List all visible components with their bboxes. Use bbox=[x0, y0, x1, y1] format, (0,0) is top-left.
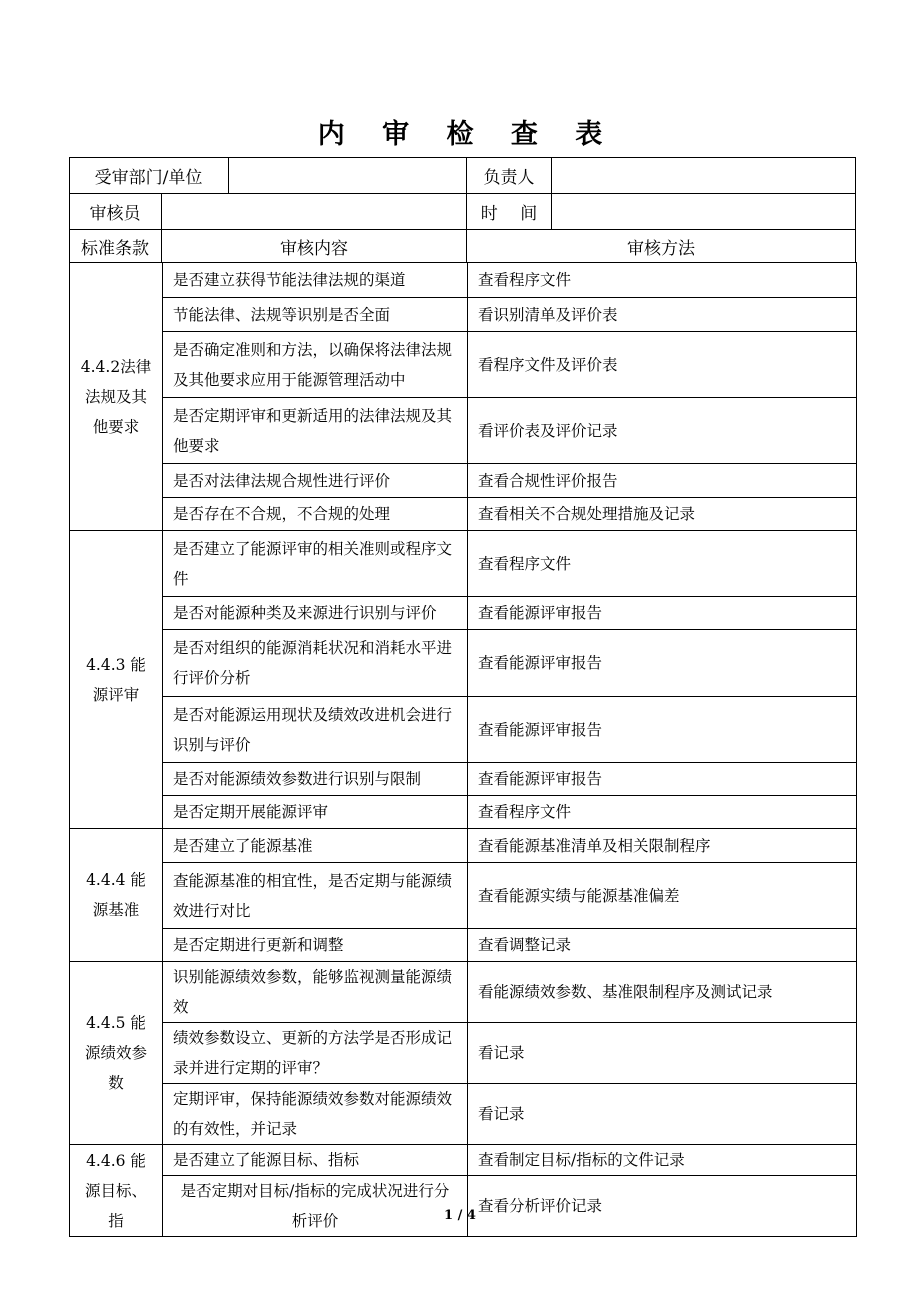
clause-cell: 4.4.6 能源目标、指 bbox=[70, 1145, 163, 1237]
content-cell: 绩效参数设立、更新的方法学是否形成记录并进行定期的评审？ bbox=[163, 1023, 468, 1084]
document-title: 内 审 检 查 表 bbox=[317, 119, 617, 150]
checklist-table bbox=[69, 262, 857, 1237]
table-row bbox=[70, 796, 857, 829]
table-row bbox=[70, 1176, 857, 1237]
method-cell: 查看能源评审报告 bbox=[468, 597, 857, 630]
content-cell: 是否定期进行更新和调整 bbox=[163, 929, 468, 962]
content-cell: 是否建立获得节能法律法规的渠道 bbox=[163, 263, 468, 298]
table-row bbox=[70, 763, 857, 796]
method-cell: 看识别清单及评价表 bbox=[468, 298, 857, 332]
auditor-value[interactable] bbox=[162, 193, 466, 229]
table-row bbox=[70, 398, 857, 464]
time-value[interactable] bbox=[552, 193, 855, 229]
content-cell: 是否对组织的能源消耗状况和消耗水平进行评价分析 bbox=[163, 630, 468, 697]
clause-cell: 4.4.4 能源基准 bbox=[70, 829, 163, 962]
content-cell: 是否对能源种类及来源进行识别与评价 bbox=[163, 597, 468, 630]
content-cell: 节能法律、法规等识别是否全面 bbox=[163, 298, 468, 332]
table-row bbox=[70, 332, 857, 398]
content-cell: 是否建立了能源评审的相关准则或程序文件 bbox=[163, 531, 468, 597]
method-cell: 看程序文件及评价表 bbox=[468, 332, 857, 398]
col-method-header: 审核方法 bbox=[627, 238, 695, 259]
table-row bbox=[70, 531, 857, 597]
table-row bbox=[70, 929, 857, 962]
auditor-label: 审核员 bbox=[89, 203, 141, 224]
content-cell: 定期评审，保持能源绩效参数对能源绩效的有效性，并记录 bbox=[163, 1084, 468, 1145]
table-row bbox=[70, 962, 857, 1023]
table-row bbox=[70, 697, 857, 763]
content-cell: 是否建立了能源基准 bbox=[163, 829, 468, 863]
method-cell: 查看制定目标/指标的文件记录 bbox=[468, 1145, 857, 1176]
content-cell: 是否确定准则和方法，以确保将法律法规及其他要求应用于能源管理活动中 bbox=[163, 332, 468, 398]
page-number: 1 / 4 bbox=[444, 1208, 476, 1223]
content-cell: 是否定期对目标/指标的完成状况进行分析评价 bbox=[163, 1176, 468, 1237]
dept-value[interactable] bbox=[229, 157, 466, 193]
clause-cell: 4.4.5 能源绩效参数 bbox=[70, 962, 163, 1145]
table-row bbox=[70, 597, 857, 630]
clause-cell: 4.4.2法律法规及其他要求 bbox=[70, 263, 163, 531]
responsible-label: 负责人 bbox=[483, 167, 535, 188]
time-label: 时 间 bbox=[480, 203, 538, 224]
dept-label: 受审部门/单位 bbox=[94, 167, 203, 188]
table-row bbox=[70, 1084, 857, 1145]
table-row bbox=[70, 263, 857, 298]
method-cell: 看记录 bbox=[468, 1084, 857, 1145]
table-row bbox=[70, 298, 857, 332]
content-cell: 查能源基准的相宜性，是否定期与能源绩效进行对比 bbox=[163, 863, 468, 929]
method-cell: 查看能源评审报告 bbox=[468, 630, 857, 697]
method-cell: 查看合规性评价报告 bbox=[468, 464, 857, 498]
method-cell: 查看能源实绩与能源基准偏差 bbox=[468, 863, 857, 929]
table-row bbox=[70, 630, 857, 697]
method-cell: 查看能源评审报告 bbox=[468, 697, 857, 763]
method-cell: 查看程序文件 bbox=[468, 796, 857, 829]
content-cell: 是否存在不合规，不合规的处理 bbox=[163, 498, 468, 531]
method-cell: 看评价表及评价记录 bbox=[468, 398, 857, 464]
table-row bbox=[70, 1023, 857, 1084]
method-cell: 查看相关不合规处理措施及记录 bbox=[468, 498, 857, 531]
table-row bbox=[70, 829, 857, 863]
method-cell: 查看分析评价记录 bbox=[468, 1176, 857, 1237]
header-block bbox=[69, 157, 856, 263]
table-row bbox=[70, 863, 857, 929]
content-cell: 是否对法律法规合规性进行评价 bbox=[163, 464, 468, 498]
method-cell: 查看调整记录 bbox=[468, 929, 857, 962]
col-clause-header: 标准条款 bbox=[81, 238, 149, 259]
method-cell: 查看程序文件 bbox=[468, 531, 857, 597]
content-cell: 是否建立了能源目标、指标 bbox=[163, 1145, 468, 1176]
responsible-value[interactable] bbox=[552, 157, 855, 193]
method-cell: 看能源绩效参数、基准限制程序及测试记录 bbox=[468, 962, 857, 1023]
table-row bbox=[70, 498, 857, 531]
table-row bbox=[70, 1145, 857, 1176]
clause-cell: 4.4.3 能源评审 bbox=[70, 531, 163, 829]
content-cell: 是否定期开展能源评审 bbox=[163, 796, 468, 829]
content-cell: 是否对能源绩效参数进行识别与限制 bbox=[163, 763, 468, 796]
content-cell: 识别能源绩效参数，能够监视测量能源绩效 bbox=[163, 962, 468, 1023]
table-row bbox=[70, 464, 857, 498]
method-cell: 查看程序文件 bbox=[468, 263, 857, 298]
content-cell: 是否对能源运用现状及绩效改进机会进行识别与评价 bbox=[163, 697, 468, 763]
method-cell: 查看能源评审报告 bbox=[468, 763, 857, 796]
method-cell: 查看能源基准清单及相关限制程序 bbox=[468, 829, 857, 863]
method-cell: 看记录 bbox=[468, 1023, 857, 1084]
col-content-header: 审核内容 bbox=[280, 238, 348, 259]
content-cell: 是否定期评审和更新适用的法律法规及其他要求 bbox=[163, 398, 468, 464]
